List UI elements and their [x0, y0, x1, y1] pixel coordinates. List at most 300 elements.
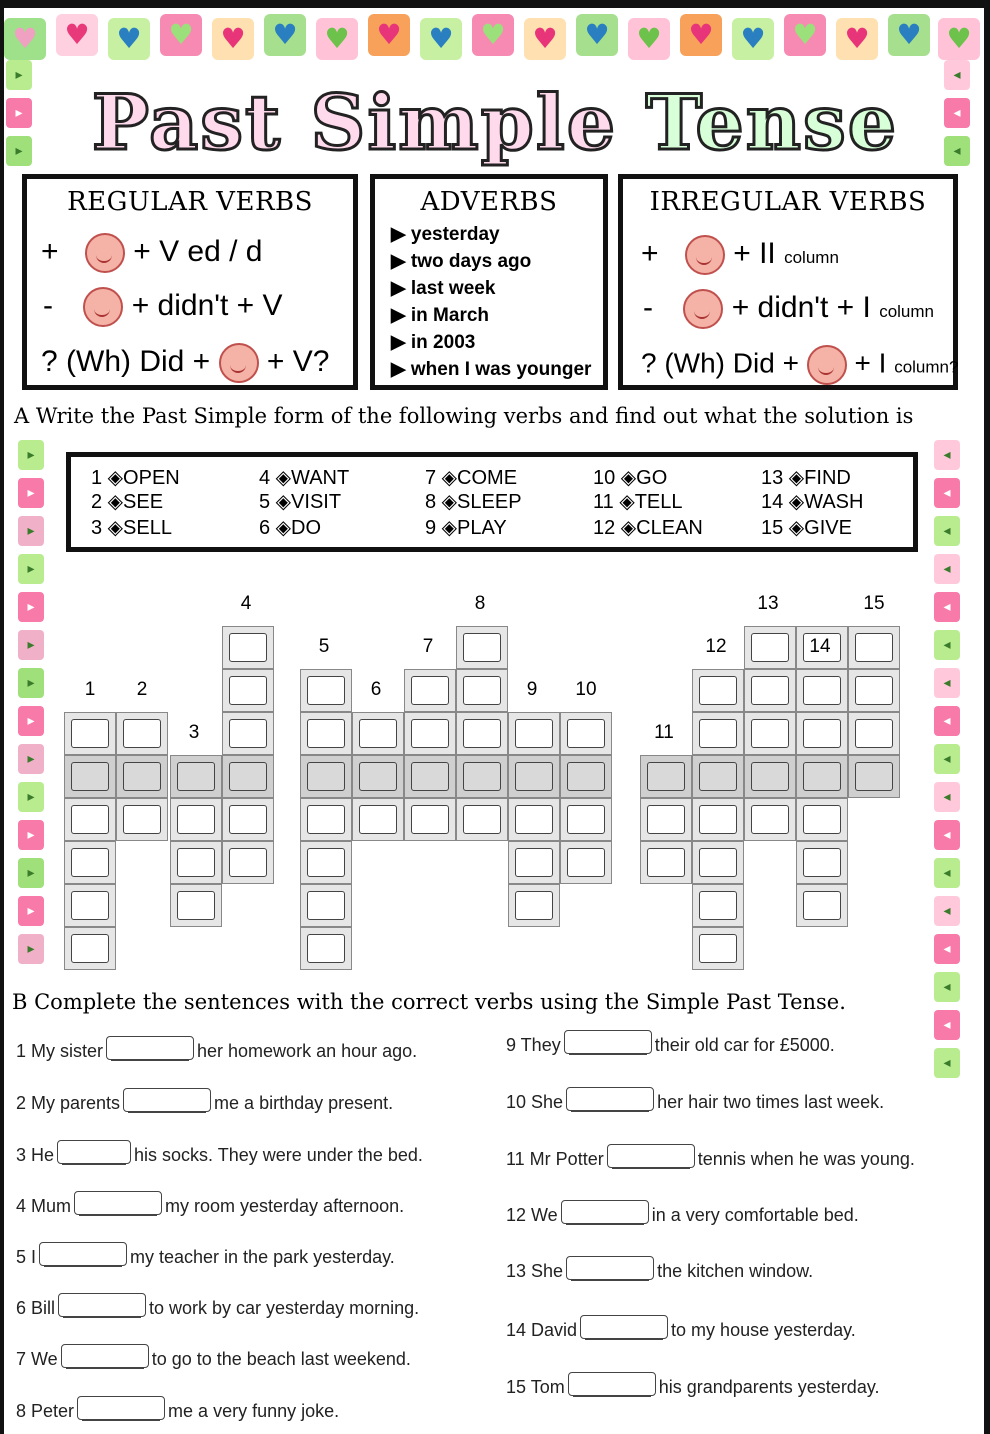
letter-box	[567, 848, 605, 877]
arrow-tab-icon: ◂	[934, 820, 960, 850]
letter-box	[307, 719, 345, 748]
letter-box	[123, 762, 161, 791]
crossword-cell[interactable]	[222, 626, 274, 669]
heart-icon: ♥	[628, 18, 670, 60]
sentence-10: 10 She her hair two times last week.	[506, 1091, 884, 1115]
clue-number: 7	[422, 636, 434, 657]
crossword-cell[interactable]	[170, 798, 222, 841]
verb-item: 1 ◈OPEN	[91, 467, 180, 489]
solution-cell[interactable]	[116, 755, 168, 798]
irregular-negative-form: + didn't + I	[731, 290, 871, 324]
arrow-tab-icon: ◂	[934, 630, 960, 660]
tab-border-left-lower	[18, 440, 48, 960]
solution-cell[interactable]	[64, 755, 116, 798]
sentence-12: 12 We in a very comfortable bed.	[506, 1204, 859, 1228]
letter-box	[855, 676, 893, 705]
adverb-item: ▶ last week	[391, 278, 496, 299]
irregular-question-end: + I	[854, 347, 887, 379]
heart-icon: ♥	[316, 18, 358, 60]
sentence-5: 5 I my teacher in the park yesterday.	[16, 1246, 395, 1270]
heart-icon: ♥	[108, 18, 150, 60]
arrow-tab-icon: ◂	[944, 98, 970, 128]
crossword-cell[interactable]	[692, 798, 744, 841]
crossword-cell[interactable]	[300, 798, 352, 841]
adverb-item: ▶ yesterday	[391, 224, 500, 245]
solution-cell[interactable]	[456, 755, 508, 798]
letter-box	[411, 805, 449, 834]
arrow-tab-icon: ▸	[18, 440, 44, 470]
crossword-cell[interactable]	[560, 798, 612, 841]
answer-field[interactable]	[57, 1140, 131, 1164]
letter-box	[855, 633, 893, 662]
section-b-instruction: B Complete the sentences with the correct verbs using the Simple Past Tense.	[12, 990, 846, 1014]
letter-box	[803, 891, 841, 920]
letter-box	[855, 762, 893, 791]
letter-box	[751, 719, 789, 748]
title-part-1: Past Simple	[91, 78, 618, 167]
crossword-cell[interactable]	[456, 712, 508, 755]
tab-border-left	[6, 60, 36, 170]
solution-cell[interactable]	[796, 755, 848, 798]
verb-item: 14 ◈WASH	[761, 491, 864, 513]
crossword-cell[interactable]	[744, 626, 796, 669]
letter-box	[751, 762, 789, 791]
crossword-cell[interactable]	[560, 712, 612, 755]
heart-icon: ♥	[264, 14, 306, 56]
letter-box	[411, 676, 449, 705]
regular-negative-form: + didn't + V	[131, 288, 283, 322]
crossword-cell[interactable]	[744, 669, 796, 712]
irregular-verbs-heading: IRREGULAR VERBS	[649, 187, 927, 217]
letter-box	[699, 848, 737, 877]
adverb-item: ▶ when I was younger	[391, 359, 592, 380]
verb-item: 11 ◈TELL	[593, 491, 683, 513]
letter-box	[307, 762, 345, 791]
letter-box	[71, 848, 109, 877]
letter-box	[71, 934, 109, 963]
irregular-positive-form: + II	[733, 236, 776, 270]
crossword-cell[interactable]	[170, 841, 222, 884]
heart-icon: ♥	[732, 18, 774, 60]
solution-cell[interactable]	[848, 755, 900, 798]
answer-field[interactable]	[568, 1372, 656, 1396]
crossword-cell[interactable]	[222, 798, 274, 841]
arrow-tab-icon: ◂	[934, 744, 960, 774]
sentence-15: 15 Tom his grandparents yesterday.	[506, 1376, 880, 1400]
letter-box	[307, 805, 345, 834]
verb-item: 2 ◈SEE	[91, 491, 164, 513]
arrow-tab-icon: ◂	[934, 1010, 960, 1040]
regular-negative-rule	[43, 287, 283, 327]
solution-cell[interactable]	[508, 755, 560, 798]
heart-icon: ♥	[938, 18, 980, 60]
crossword-cell[interactable]	[692, 884, 744, 927]
letter-box	[699, 891, 737, 920]
verb-item: 15 ◈GIVE	[761, 517, 852, 539]
arrow-tab-icon: ◂	[934, 934, 960, 964]
letter-box	[71, 762, 109, 791]
sentence-4: 4 Mum my room yesterday afternoon.	[16, 1195, 404, 1219]
letter-box	[177, 762, 215, 791]
irregular-negative-rule	[643, 289, 934, 329]
letter-box	[803, 762, 841, 791]
answer-field[interactable]	[74, 1191, 162, 1215]
letter-box	[699, 719, 737, 748]
letter-box	[751, 805, 789, 834]
crossword-cell[interactable]	[404, 669, 456, 712]
regular-positive-rule	[41, 233, 262, 273]
page-title	[60, 78, 930, 167]
crossword-cell[interactable]	[456, 669, 508, 712]
letter-box	[177, 848, 215, 877]
answer-field[interactable]	[106, 1036, 194, 1060]
sentence-7: 7 We to go to the beach last weekend.	[16, 1348, 411, 1372]
arrow-tab-icon: ◂	[934, 668, 960, 698]
crossword-cell[interactable]	[796, 841, 848, 884]
sentence-14: 14 David to my house yesterday.	[506, 1319, 856, 1343]
crossword-cell[interactable]	[796, 712, 848, 755]
solution-cell[interactable]	[404, 755, 456, 798]
irregular-question-start: ? (Wh) Did +	[641, 347, 799, 379]
crossword-cell[interactable]	[508, 841, 560, 884]
clue-number: 2	[136, 679, 148, 700]
arrow-tab-icon: ◂	[944, 60, 970, 90]
crossword-cell[interactable]	[64, 798, 116, 841]
letter-box	[307, 891, 345, 920]
solution-cell[interactable]	[352, 755, 404, 798]
crossword-cell[interactable]	[848, 669, 900, 712]
answer-field[interactable]	[77, 1396, 165, 1420]
arrow-tab-icon: ▸	[18, 554, 44, 584]
arrow-tab-icon: ▸	[18, 744, 44, 774]
tab-border-right	[944, 60, 974, 170]
heart-icon: ♥	[524, 18, 566, 60]
letter-box	[567, 805, 605, 834]
crossword-cell[interactable]	[352, 798, 404, 841]
letter-box	[751, 633, 789, 662]
crossword-cell[interactable]	[404, 712, 456, 755]
verb-item: 4 ◈WANT	[259, 467, 350, 489]
letter-box	[515, 719, 553, 748]
plus-sign: +	[41, 234, 59, 268]
crossword-cell[interactable]	[796, 798, 848, 841]
sentence-13: 13 She the kitchen window.	[506, 1260, 813, 1284]
heart-icon: ♥	[56, 14, 98, 56]
verb-item: 3 ◈SELL	[91, 517, 172, 539]
letter-box	[307, 848, 345, 877]
sentence-1: 1 My sister her homework an hour ago.	[16, 1040, 417, 1064]
letter-box	[803, 676, 841, 705]
clue-number: 15	[863, 593, 885, 614]
arrow-tab-icon: ◂	[934, 554, 960, 584]
arrow-tab-icon: ◂	[934, 440, 960, 470]
arrow-tab-icon: ▸	[18, 630, 44, 660]
arrow-tab-icon: ▸	[18, 820, 44, 850]
letter-box	[803, 805, 841, 834]
irregular-verbs-box	[618, 174, 958, 390]
letter-box	[71, 805, 109, 834]
letter-box	[177, 805, 215, 834]
arrow-tab-icon: ◂	[934, 706, 960, 736]
heart-border-top	[4, 8, 984, 66]
heart-icon: ♥	[160, 14, 202, 56]
letter-box	[463, 676, 501, 705]
person-face-icon	[807, 345, 847, 385]
crossword-cell[interactable]	[744, 712, 796, 755]
crossword-cell[interactable]	[222, 841, 274, 884]
clue-number: 1	[84, 679, 96, 700]
letter-box	[515, 805, 553, 834]
verb-item: 8 ◈SLEEP	[425, 491, 522, 513]
regular-question-rule	[41, 343, 329, 383]
sentence-3: 3 He his socks. They were under the bed.	[16, 1144, 423, 1168]
letter-box	[463, 719, 501, 748]
letter-box	[699, 762, 737, 791]
letter-box	[699, 934, 737, 963]
crossword-cell[interactable]	[300, 884, 352, 927]
crossword-cell[interactable]	[848, 712, 900, 755]
crossword-cell[interactable]	[300, 927, 352, 970]
solution-cell[interactable]	[560, 755, 612, 798]
section-a-instruction: A Write the Past Simple form of the following verbs and find out what the solution is	[14, 404, 914, 428]
arrow-tab-icon: ▸	[6, 60, 32, 90]
arrow-tab-icon: ◂	[934, 1048, 960, 1078]
arrow-tab-icon: ▸	[18, 782, 44, 812]
heart-icon: ♥	[576, 14, 618, 56]
crossword-cell[interactable]	[456, 798, 508, 841]
clue-number: 5	[318, 636, 330, 657]
answer-field[interactable]	[123, 1088, 211, 1112]
arrow-tab-icon: ◂	[934, 858, 960, 888]
arrow-tab-icon: ▸	[18, 516, 44, 546]
crossword-cell[interactable]	[560, 841, 612, 884]
letter-box	[647, 848, 685, 877]
arrow-tab-icon: ▸	[18, 934, 44, 964]
letter-box	[359, 805, 397, 834]
letter-box	[803, 719, 841, 748]
letter-box	[123, 719, 161, 748]
crossword-cell[interactable]	[692, 712, 744, 755]
verb-list-box	[66, 452, 918, 552]
crossword-cell[interactable]	[300, 712, 352, 755]
letter-box	[307, 676, 345, 705]
arrow-tab-icon: ◂	[934, 478, 960, 508]
letter-box	[855, 719, 893, 748]
letter-box	[229, 633, 267, 662]
crossword-cell[interactable]	[300, 669, 352, 712]
solution-cell[interactable]	[300, 755, 352, 798]
solution-cell[interactable]	[692, 755, 744, 798]
answer-field[interactable]	[58, 1293, 146, 1317]
letter-box	[463, 762, 501, 791]
crossword-cell[interactable]	[64, 927, 116, 970]
column-note: column	[879, 301, 935, 321]
clue-number: 14	[809, 636, 831, 657]
arrow-tab-icon: ◂	[934, 516, 960, 546]
sentence-6: 6 Bill to work by car yesterday morning.	[16, 1297, 419, 1321]
person-face-icon	[83, 287, 123, 327]
answer-field[interactable]	[607, 1144, 695, 1168]
answer-field[interactable]	[561, 1200, 649, 1224]
clue-number: 13	[757, 593, 779, 614]
letter-box	[567, 719, 605, 748]
letter-box	[647, 805, 685, 834]
answer-field[interactable]	[566, 1087, 654, 1111]
solution-cell[interactable]	[640, 755, 692, 798]
crossword-cell[interactable]	[116, 798, 168, 841]
verb-item: 5 ◈VISIT	[259, 491, 342, 513]
adverbs-heading: ADVERBS	[420, 187, 558, 217]
crossword-cell[interactable]	[692, 669, 744, 712]
crossword-cell[interactable]	[640, 841, 692, 884]
crossword-cell[interactable]	[744, 798, 796, 841]
regular-question-start: ? (Wh) Did +	[41, 344, 211, 378]
letter-box	[515, 848, 553, 877]
letter-box	[123, 805, 161, 834]
adverb-item: ▶ two days ago	[391, 251, 532, 272]
clue-number: 3	[188, 722, 200, 743]
letter-box	[71, 891, 109, 920]
crossword-cell[interactable]	[848, 626, 900, 669]
heart-icon: ♥	[472, 14, 514, 56]
letter-box	[463, 633, 501, 662]
verb-item: 12 ◈CLEAN	[593, 517, 703, 539]
crossword-cell[interactable]	[64, 841, 116, 884]
minus-sign: -	[643, 290, 653, 324]
letter-box	[411, 762, 449, 791]
letter-box	[359, 762, 397, 791]
letter-box	[567, 762, 605, 791]
arrow-tab-icon: ▸	[18, 706, 44, 736]
heart-icon: ♥	[4, 18, 46, 60]
person-face-icon	[219, 343, 259, 383]
tab-border-right-lower	[934, 440, 964, 1080]
column-note: column	[784, 247, 839, 267]
adverb-item: ▶ in 2003	[391, 332, 476, 353]
answer-field[interactable]	[566, 1256, 654, 1280]
clue-number: 12	[705, 636, 727, 657]
sentence-8: 8 Peter me a very funny joke.	[16, 1400, 339, 1424]
arrow-tab-icon: ▸	[18, 478, 44, 508]
minus-sign: -	[43, 288, 53, 322]
arrow-tab-icon: ◂	[934, 972, 960, 1002]
verb-item: 13 ◈FIND	[761, 467, 851, 489]
solution-cell[interactable]	[222, 755, 274, 798]
crossword-cell[interactable]	[508, 884, 560, 927]
person-face-icon	[683, 289, 723, 329]
heart-icon: ♥	[784, 14, 826, 56]
person-face-icon	[685, 235, 725, 275]
crossword-cell[interactable]	[352, 712, 404, 755]
letter-box	[229, 848, 267, 877]
verb-item: 7 ◈COME	[425, 467, 518, 489]
answer-field[interactable]	[564, 1030, 652, 1054]
arrow-tab-icon: ▸	[18, 592, 44, 622]
letter-box	[229, 805, 267, 834]
heart-icon: ♥	[368, 14, 410, 56]
crossword-cell[interactable]	[640, 798, 692, 841]
arrow-tab-icon: ▸	[18, 896, 44, 926]
adverb-item: ▶ in March	[391, 305, 490, 326]
adverbs-box	[370, 174, 608, 390]
heart-icon: ♥	[420, 18, 462, 60]
letter-box	[411, 719, 449, 748]
sentence-2: 2 My parents me a birthday present.	[16, 1092, 393, 1116]
letter-box	[515, 762, 553, 791]
arrow-tab-icon: ◂	[934, 592, 960, 622]
letter-box	[699, 805, 737, 834]
crossword-cell[interactable]	[508, 712, 560, 755]
letter-box	[307, 934, 345, 963]
letter-box	[71, 719, 109, 748]
crossword-cell[interactable]	[796, 626, 848, 669]
irregular-positive-rule	[641, 235, 839, 275]
arrow-tab-icon: ▸	[6, 136, 32, 166]
letter-box	[359, 719, 397, 748]
answer-field[interactable]	[580, 1315, 668, 1339]
letter-box	[515, 891, 553, 920]
clue-number: 6	[370, 679, 382, 700]
letter-box	[229, 676, 267, 705]
crossword-cell[interactable]	[692, 841, 744, 884]
crossword-cell[interactable]	[222, 669, 274, 712]
crossword-cell[interactable]	[456, 626, 508, 669]
letter-box	[751, 676, 789, 705]
crossword-cell[interactable]	[300, 841, 352, 884]
letter-box	[177, 891, 215, 920]
arrow-tab-icon: ◂	[944, 136, 970, 166]
letter-box	[229, 719, 267, 748]
letter-box	[647, 762, 685, 791]
clue-number: 11	[654, 722, 674, 743]
crossword-cell[interactable]	[170, 884, 222, 927]
arrow-tab-icon: ▸	[6, 98, 32, 128]
solution-cell[interactable]	[170, 755, 222, 798]
clue-number: 4	[240, 593, 252, 614]
crossword-cell[interactable]	[692, 927, 744, 970]
regular-verbs-box	[22, 174, 358, 390]
crossword-cell[interactable]	[222, 712, 274, 755]
answer-field[interactable]	[61, 1344, 149, 1368]
verb-item: 6 ◈DO	[259, 517, 322, 539]
crossword-cell[interactable]	[116, 712, 168, 755]
arrow-tab-icon: ◂	[934, 782, 960, 812]
crossword-cell[interactable]	[508, 798, 560, 841]
verb-item: 10 ◈GO	[593, 467, 668, 489]
crossword-cell[interactable]	[64, 884, 116, 927]
crossword-cell[interactable]	[64, 712, 116, 755]
arrow-tab-icon: ▸	[18, 668, 44, 698]
clue-number: 8	[474, 593, 486, 614]
title-part-2: Tense	[645, 78, 899, 167]
heart-icon: ♥	[888, 14, 930, 56]
regular-positive-form: + V ed / d	[133, 234, 263, 268]
arrow-tab-icon: ◂	[934, 896, 960, 926]
crossword-cell[interactable]	[796, 669, 848, 712]
solution-cell[interactable]	[744, 755, 796, 798]
crossword-cell[interactable]	[404, 798, 456, 841]
regular-question-end: + V?	[266, 344, 330, 378]
person-face-icon	[85, 233, 125, 273]
regular-verbs-heading: REGULAR VERBS	[67, 187, 313, 217]
heart-icon: ♥	[680, 14, 722, 56]
clue-number: 9	[526, 679, 538, 700]
letter-box	[463, 805, 501, 834]
letter-box	[229, 762, 267, 791]
plus-sign: +	[641, 236, 659, 270]
answer-field[interactable]	[39, 1242, 127, 1266]
crossword-cell[interactable]	[796, 884, 848, 927]
